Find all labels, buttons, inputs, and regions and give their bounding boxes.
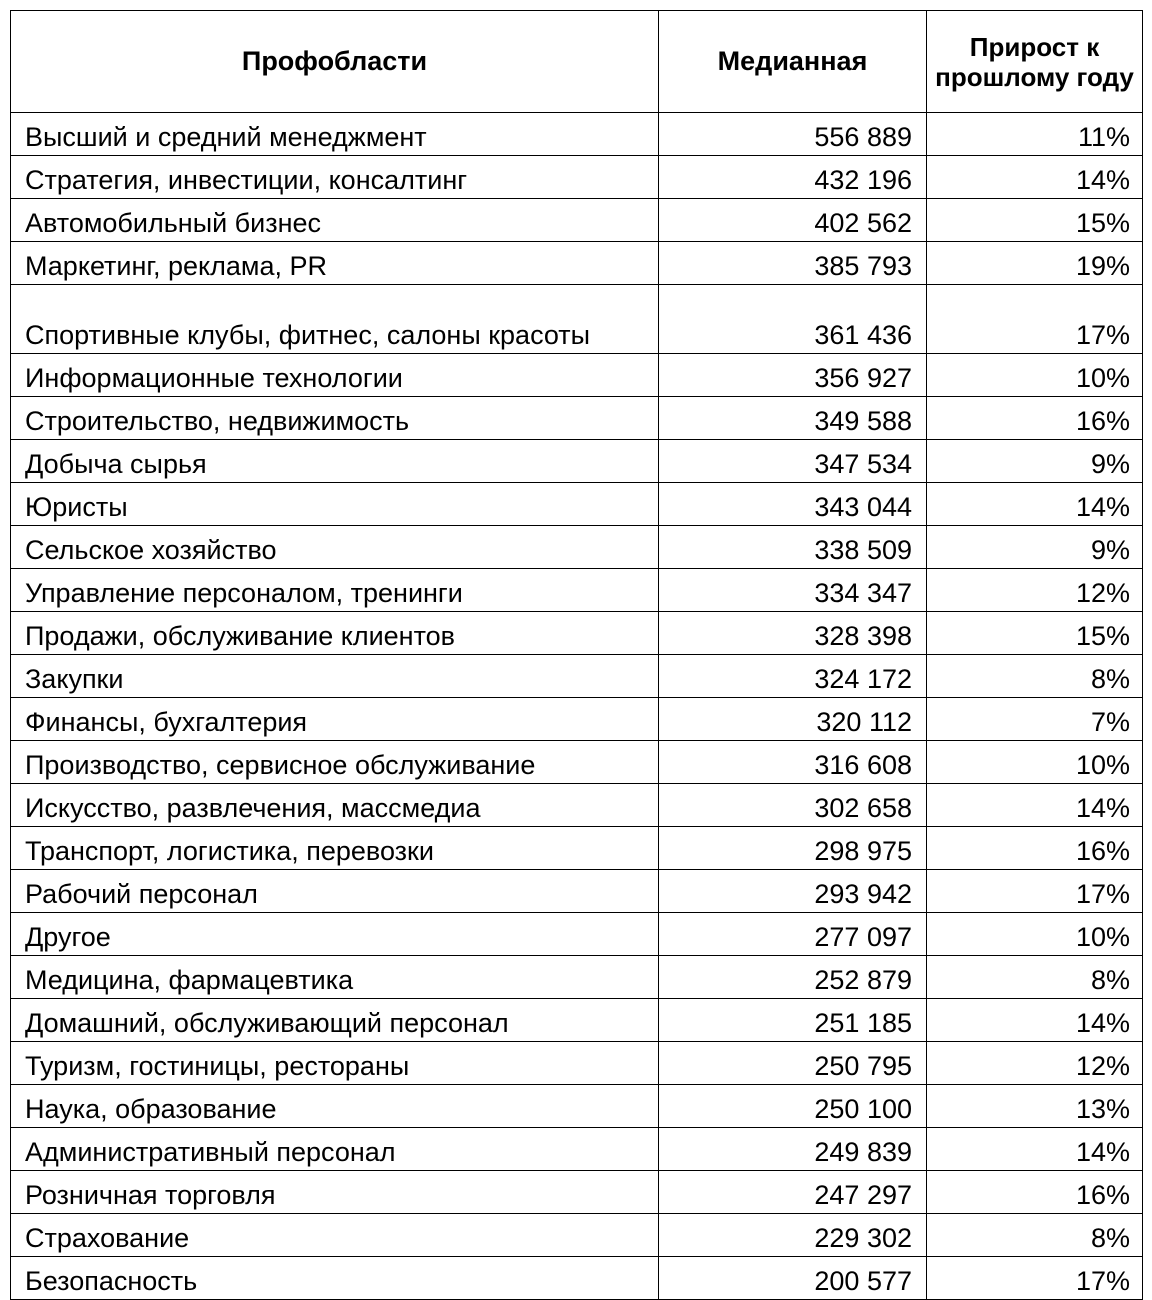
- table-row: [11, 526, 1143, 569]
- table-header: [11, 11, 1143, 113]
- table-row: [11, 1042, 1143, 1085]
- area-cell: Продажи, обслуживание клиентов: [11, 612, 659, 655]
- median-cell: 556 889: [659, 113, 927, 156]
- growth-cell: 16%: [927, 827, 1143, 870]
- growth-cell: 15%: [927, 612, 1143, 655]
- median-cell: 250 100: [659, 1085, 927, 1128]
- growth-cell: 8%: [927, 956, 1143, 999]
- table-row: [11, 113, 1143, 156]
- growth-cell: 9%: [927, 440, 1143, 483]
- table-row: [11, 956, 1143, 999]
- table-row: [11, 784, 1143, 827]
- area-cell: Сельское хозяйство: [11, 526, 659, 569]
- area-cell: Другое: [11, 913, 659, 956]
- table-row: [11, 1171, 1143, 1214]
- median-cell: 385 793: [659, 242, 927, 285]
- median-cell: 432 196: [659, 156, 927, 199]
- median-cell: 402 562: [659, 199, 927, 242]
- area-cell: Автомобильный бизнес: [11, 199, 659, 242]
- growth-cell: 11%: [927, 113, 1143, 156]
- table-row: [11, 612, 1143, 655]
- area-cell: Страхование: [11, 1214, 659, 1257]
- growth-cell: 14%: [927, 483, 1143, 526]
- median-cell: 250 795: [659, 1042, 927, 1085]
- growth-cell: 15%: [927, 199, 1143, 242]
- growth-cell: 12%: [927, 1042, 1143, 1085]
- median-cell: 356 927: [659, 354, 927, 397]
- table-row: [11, 397, 1143, 440]
- table-row: [11, 1128, 1143, 1171]
- area-cell: Домашний, обслуживающий персонал: [11, 999, 659, 1042]
- header-median: Медианная: [659, 11, 927, 113]
- median-cell: 298 975: [659, 827, 927, 870]
- area-cell: Туризм, гостиницы, рестораны: [11, 1042, 659, 1085]
- table-row: [11, 285, 1143, 354]
- median-cell: 249 839: [659, 1128, 927, 1171]
- median-cell: 229 302: [659, 1214, 927, 1257]
- area-cell: Розничная торговля: [11, 1171, 659, 1214]
- area-cell: Транспорт, логистика, перевозки: [11, 827, 659, 870]
- table-row: [11, 1214, 1143, 1257]
- table-row: [11, 569, 1143, 612]
- table-row: [11, 156, 1143, 199]
- table-row: [11, 870, 1143, 913]
- area-cell: Стратегия, инвестиции, консалтинг: [11, 156, 659, 199]
- growth-cell: 16%: [927, 397, 1143, 440]
- median-cell: 334 347: [659, 569, 927, 612]
- table-row: [11, 440, 1143, 483]
- table-body: [11, 113, 1143, 1300]
- area-cell: Рабочий персонал: [11, 870, 659, 913]
- area-cell: Высший и средний менеджмент: [11, 113, 659, 156]
- header-area: Профобласти: [11, 11, 659, 113]
- median-cell: 320 112: [659, 698, 927, 741]
- median-cell: 316 608: [659, 741, 927, 784]
- table-row: [11, 698, 1143, 741]
- growth-cell: 14%: [927, 156, 1143, 199]
- median-cell: 349 588: [659, 397, 927, 440]
- table-row: [11, 354, 1143, 397]
- median-cell: 252 879: [659, 956, 927, 999]
- area-cell: Искусство, развлечения, массмедиа: [11, 784, 659, 827]
- median-cell: 328 398: [659, 612, 927, 655]
- area-cell: Информационные технологии: [11, 354, 659, 397]
- area-cell: Производство, сервисное обслуживание: [11, 741, 659, 784]
- table-row: [11, 1257, 1143, 1300]
- area-cell: Добыча сырья: [11, 440, 659, 483]
- growth-cell: 16%: [927, 1171, 1143, 1214]
- table-row: [11, 827, 1143, 870]
- growth-cell: 17%: [927, 870, 1143, 913]
- table-row: [11, 199, 1143, 242]
- growth-cell: 19%: [927, 242, 1143, 285]
- growth-cell: 8%: [927, 655, 1143, 698]
- area-cell: Маркетинг, реклама, PR: [11, 242, 659, 285]
- growth-cell: 17%: [927, 285, 1143, 354]
- area-cell: Юристы: [11, 483, 659, 526]
- table-row: [11, 741, 1143, 784]
- header-row: [11, 11, 1143, 113]
- median-cell: 293 942: [659, 870, 927, 913]
- median-cell: 251 185: [659, 999, 927, 1042]
- growth-cell: 8%: [927, 1214, 1143, 1257]
- median-cell: 361 436: [659, 285, 927, 354]
- growth-cell: 14%: [927, 999, 1143, 1042]
- salary-table: [10, 10, 1143, 1300]
- table-row: [11, 913, 1143, 956]
- growth-cell: 10%: [927, 354, 1143, 397]
- area-cell: Медицина, фармацевтика: [11, 956, 659, 999]
- median-cell: 343 044: [659, 483, 927, 526]
- area-cell: Административный персонал: [11, 1128, 659, 1171]
- median-cell: 324 172: [659, 655, 927, 698]
- growth-cell: 12%: [927, 569, 1143, 612]
- median-cell: 247 297: [659, 1171, 927, 1214]
- table-row: [11, 999, 1143, 1042]
- median-cell: 302 658: [659, 784, 927, 827]
- table-row: [11, 483, 1143, 526]
- growth-cell: 10%: [927, 913, 1143, 956]
- area-cell: Спортивные клубы, фитнес, салоны красоты: [11, 285, 659, 354]
- growth-cell: 9%: [927, 526, 1143, 569]
- area-cell: Наука, образование: [11, 1085, 659, 1128]
- growth-cell: 7%: [927, 698, 1143, 741]
- area-cell: Строительство, недвижимость: [11, 397, 659, 440]
- growth-cell: 14%: [927, 1128, 1143, 1171]
- median-cell: 338 509: [659, 526, 927, 569]
- table-row: [11, 242, 1143, 285]
- median-cell: 277 097: [659, 913, 927, 956]
- area-cell: Управление персоналом, тренинги: [11, 569, 659, 612]
- median-cell: 347 534: [659, 440, 927, 483]
- area-cell: Закупки: [11, 655, 659, 698]
- growth-cell: 13%: [927, 1085, 1143, 1128]
- median-cell: 200 577: [659, 1257, 927, 1300]
- table-row: [11, 1085, 1143, 1128]
- header-growth: Прирост к прошлому году: [927, 11, 1143, 113]
- area-cell: Безопасность: [11, 1257, 659, 1300]
- growth-cell: 14%: [927, 784, 1143, 827]
- area-cell: Финансы, бухгалтерия: [11, 698, 659, 741]
- table-row: [11, 655, 1143, 698]
- growth-cell: 17%: [927, 1257, 1143, 1300]
- growth-cell: 10%: [927, 741, 1143, 784]
